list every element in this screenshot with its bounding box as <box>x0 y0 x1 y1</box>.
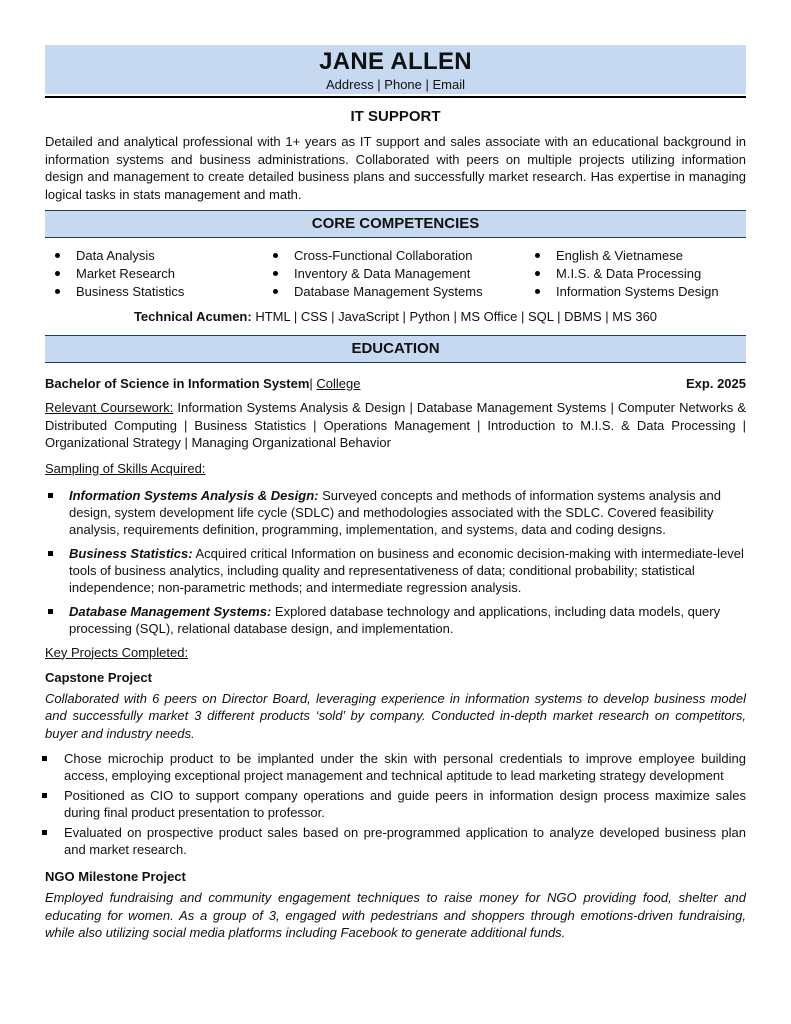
school-name: College <box>316 376 361 391</box>
section-heading-core: CORE COMPETENCIES <box>45 210 746 238</box>
project-bullet: Chose microchip product to be implanted under the skin with personal credentials to improve employee building access, employing exceptional project management and technical aptitude to lead marketing strategy development <box>45 750 746 784</box>
technical-acumen-value: HTML | CSS | JavaScript | Python | MS Office | SQL | DBMS | MS 360 <box>251 309 658 324</box>
expected-date: Exp. 2025 <box>686 376 746 391</box>
degree-line <box>45 375 746 392</box>
degree-separator: | <box>309 376 317 391</box>
competencies-column <box>263 247 525 301</box>
skill-title: Business Statistics: <box>69 545 193 561</box>
degree-name: Bachelor of Science in Information System <box>45 376 310 391</box>
technical-acumen <box>45 308 746 325</box>
competencies-column <box>525 247 746 301</box>
competency-item: M.I.S. & Data Processing <box>525 265 746 283</box>
competencies-column <box>45 247 263 301</box>
contact-line: Address | Phone | Email <box>326 77 465 92</box>
project-description: Collaborated with 6 peers on Director Board, leveraging experience in information systems to develop business model and successfully market 3 different products ‘sold’ by company. Conducted in-depth market research on competitors, buyer and industry needs. <box>45 690 746 741</box>
section-heading-education: EDUCATION <box>45 335 746 363</box>
degree-info <box>45 375 361 392</box>
project-bullet: Evaluated on prospective product sales based on pre-programmed application to analyze developed business plan and market research. <box>45 824 746 858</box>
skill-item <box>45 603 746 637</box>
competency-item: English & Vietnamese <box>525 247 746 265</box>
project-name: Capstone Project <box>45 669 152 685</box>
competencies-grid <box>45 247 746 301</box>
skill-text: Acquired critical Information on business and economic decision-making with intermediate-level tools of business analytics, including quality and representativeness of data; conditional probability; statistical independence; non-parametric methods; and intermediate regression analysis. <box>69 545 744 595</box>
competency-item: Database Management Systems <box>263 283 525 301</box>
technical-acumen-label: Technical Acumen: <box>133 309 252 324</box>
skill-title: Database Management Systems: <box>69 603 272 619</box>
coursework-paragraph <box>45 399 746 452</box>
competency-item: Cross-Functional Collaboration <box>263 247 525 265</box>
competency-item: Business Statistics <box>45 283 263 301</box>
skill-text: Explored database technology and applications, including data models, query processing (SQL), relational database design, and implementation. <box>69 603 721 636</box>
project-bullets <box>45 750 746 858</box>
coursework-label: Relevant Coursework: <box>45 400 174 415</box>
skills-heading: Sampling of Skills Acquired: <box>45 460 206 476</box>
skill-text: Surveyed concepts and methods of information systems analysis and design, system development life cycle (SDLC) and methodologies associated with the SDLC. Covered feasibility analysis, requirements definition, programming, implementation, and systems, data and coding designs. <box>69 487 721 537</box>
skills-list <box>45 487 746 637</box>
project-bullet: Positioned as CIO to support company operations and guide peers in information design process maximize sales during final product presentation to professor. <box>45 787 746 821</box>
candidate-name: JANE ALLEN <box>319 48 472 75</box>
projects-heading: Key Projects Completed: <box>45 644 189 660</box>
skill-item <box>45 545 746 596</box>
project-description: Employed fundraising and community engagement techniques to raise money for NGO providing food, shelter and educating for women. As a group of 3, engaged with pedestrians and shoppers through emotions-driven fundraising, while also utilizing social media platforms including Facebook to generate additional funds. <box>45 890 746 940</box>
summary-paragraph: Detailed and analytical professional with 1+ years as IT support and sales associate with an educational background in information systems and business administrations. Collaborated with peers on multiple projects utilizing information design and management to create detailed business plans and successfully market research. Has expertise in managing logical tasks in stats management and math. <box>45 134 746 202</box>
skill-item <box>45 487 746 538</box>
resume-page <box>45 45 746 942</box>
header-divider <box>45 96 746 98</box>
competency-item: Market Research <box>45 265 263 283</box>
competency-item: Inventory & Data Management <box>263 265 525 283</box>
competency-item: Information Systems Design <box>525 283 746 301</box>
skill-title: Information Systems Analysis & Design: <box>69 487 319 503</box>
competency-item: Data Analysis <box>45 247 263 265</box>
project-name: NGO Milestone Project <box>45 869 186 884</box>
job-title: IT SUPPORT <box>350 108 441 125</box>
header-band <box>45 45 746 94</box>
coursework-list: Information Systems Analysis & Design | Database Management Systems | Computer Networks & Distributed Computing | Business Statistics | Operations Management | Introduction to M.I.S. & Data Processing | Organizational Strategy | Managing Organizational Behavior <box>45 400 746 450</box>
